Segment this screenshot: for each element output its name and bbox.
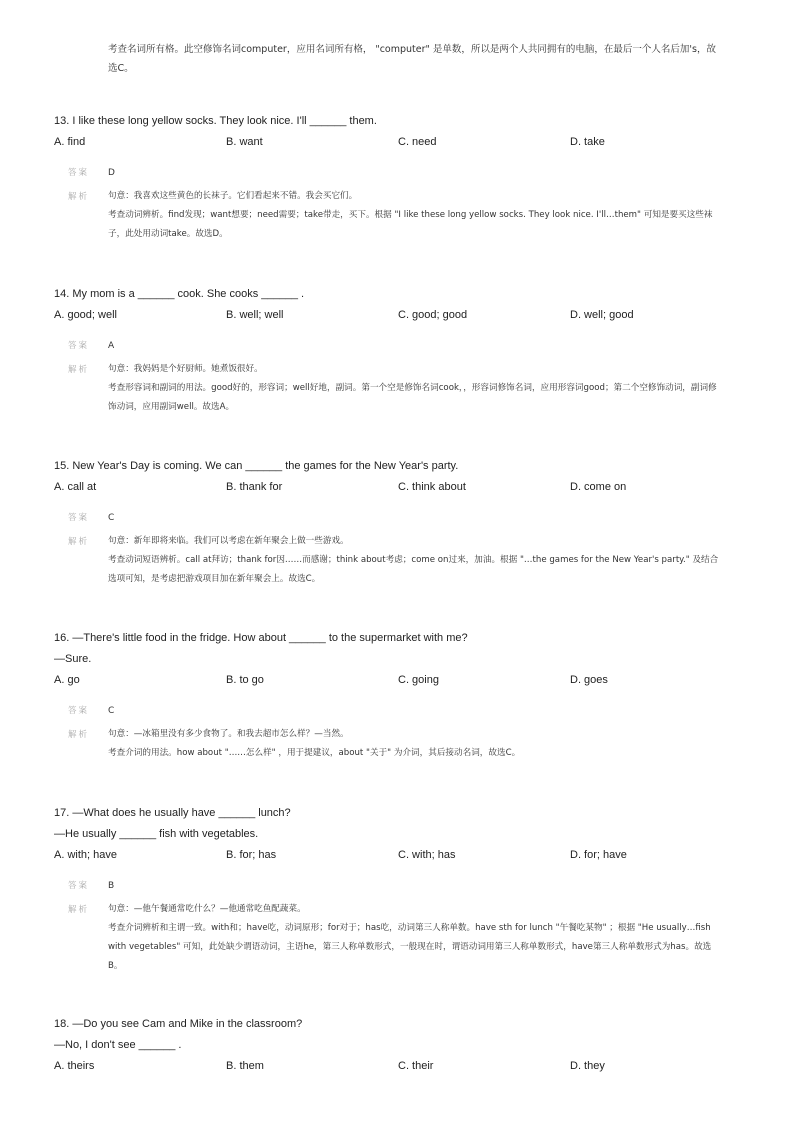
option-a: A. call at xyxy=(54,481,97,493)
answer-label: 答案 xyxy=(68,513,90,523)
question-stem: 17. —What does he usually have ______ lunch? xyxy=(54,807,291,819)
answer-label: 答案 xyxy=(68,341,90,351)
explanation-line: 句意：我喜欢这些黄色的长袜子。它们看起来不错。我会买它们。 xyxy=(108,191,358,201)
explanation-label: 解析 xyxy=(68,192,90,202)
question-stem: 14. My mom is a ______ cook. She cooks ______ . xyxy=(54,288,305,300)
answer-row xyxy=(54,876,744,896)
question-14 xyxy=(54,284,744,417)
options xyxy=(54,132,744,153)
question-16 xyxy=(54,628,744,763)
option-d: D. for; have xyxy=(570,849,627,861)
explanation-row xyxy=(54,900,744,976)
explanation-text xyxy=(108,900,720,976)
question-stem-reply: —Sure. xyxy=(54,653,92,665)
explanation-text xyxy=(108,187,720,244)
explanation-line: 考查动词辨析。find发现；want想要；need需要；take带走，买下。根据 "I like these long yellow socks. They look nice. I'll…them" 可知是要买这些袜子，此处用动词take。故选D。 xyxy=(108,210,713,239)
options xyxy=(54,1056,744,1077)
answer-row xyxy=(54,701,744,721)
options xyxy=(54,845,744,866)
explanation-line: 考查介词辨析和主谓一致。with和；have吃，动词原形；for对于；has吃，动词第三人称单数。have sth for lunch "午餐吃某物" ；根据 "He usually…fish with vegetables" 可知，此处缺少谓语动词，主语he，第三人称单数形式，一般现在时，谓语动词用第三人称单数形式，have第三人称单数形式为has。故选B。 xyxy=(108,923,712,971)
option-a: A. find xyxy=(54,136,86,148)
explanation-row xyxy=(54,725,744,763)
explanation-line: 考查介词的用法。how about "……怎么样" ，用于提建议，about "关于" 为介词，其后接动名词，故选C。 xyxy=(108,748,521,758)
question-15 xyxy=(54,456,744,589)
question-18 xyxy=(54,1014,744,1077)
answer-label: 答案 xyxy=(68,881,90,891)
option-b: B. well; well xyxy=(226,309,284,321)
answer-row xyxy=(54,508,744,528)
option-c: C. their xyxy=(398,1060,434,1072)
question-stem: 13. I like these long yellow socks. They look nice. I'll ______ them. xyxy=(54,115,377,127)
option-b: B. them xyxy=(226,1060,264,1072)
option-c: C. need xyxy=(398,136,437,148)
question-stem: 16. —There's little food in the fridge. How about ______ to the supermarket with me? xyxy=(54,632,468,644)
options xyxy=(54,305,744,326)
explanation-text xyxy=(108,360,720,417)
option-c: C. with; has xyxy=(398,849,456,861)
option-b: B. want xyxy=(226,136,263,148)
answer-label: 答案 xyxy=(68,706,90,716)
answer-value: C xyxy=(108,706,115,716)
explanation-label: 解析 xyxy=(68,905,90,915)
option-d: D. they xyxy=(570,1060,605,1072)
option-a: A. theirs xyxy=(54,1060,95,1072)
answer-row xyxy=(54,163,744,183)
explanation-line: 考查动词短语辨析。call at拜访；thank for因……而感谢；think about考虑；come on过来，加油。根据 "…the games for the New Year's party." 及结合选项可知，是考虑把游戏项目加在新年聚会上。故选C。 xyxy=(108,555,719,584)
answer-value: C xyxy=(108,513,115,523)
option-d: D. well; good xyxy=(570,309,634,321)
answer-value: B xyxy=(108,881,115,891)
question-17 xyxy=(54,803,744,976)
question-13 xyxy=(54,111,744,244)
explanation-line: 句意：—冰箱里没有多少食物了。和我去超市怎么样？—当然。 xyxy=(108,729,349,739)
option-b: B. to go xyxy=(226,674,264,686)
option-d: D. come on xyxy=(570,481,627,493)
explanation-line: 句意：新年即将来临。我们可以考虑在新年聚会上做一些游戏。 xyxy=(108,536,349,546)
explanation-line: 句意：我妈妈是个好厨师。她煮饭很好。 xyxy=(108,364,263,374)
option-b: B. for; has xyxy=(226,849,277,861)
answer-value: D xyxy=(108,168,115,178)
option-a: A. with; have xyxy=(54,849,117,861)
explanation-row xyxy=(54,360,744,417)
option-a: A. good; well xyxy=(54,309,117,321)
question-stem-reply: —He usually ______ fish with vegetables. xyxy=(54,828,259,840)
previous-explanation-tail: 考查名词所有格。此空修饰名词computer，应用名词所有格， "computer" 是单数，所以是两个人共同拥有的电脑，在最后一个人名后加's，故选C。 xyxy=(108,44,716,74)
option-a: A. go xyxy=(54,674,80,686)
question-stem: 15. New Year's Day is coming. We can ______ the games for the New Year's party. xyxy=(54,460,459,472)
option-b: B. thank for xyxy=(226,481,283,493)
explanation-text xyxy=(108,725,720,763)
explanation-text xyxy=(108,532,720,589)
explanation-label: 解析 xyxy=(68,365,90,375)
option-c: C. going xyxy=(398,674,439,686)
option-c: C. good; good xyxy=(398,309,468,321)
options xyxy=(54,477,744,498)
options xyxy=(54,670,744,691)
explanation-row xyxy=(54,187,744,244)
question-stem-reply: —No, I don't see ______ . xyxy=(54,1039,182,1051)
explanation-line: 句意：—他午餐通常吃什么？—他通常吃鱼配蔬菜。 xyxy=(108,904,306,914)
option-c: C. think about xyxy=(398,481,466,493)
answer-row xyxy=(54,336,744,356)
explanation-label: 解析 xyxy=(68,730,90,740)
explanation-row xyxy=(54,532,744,589)
answer-value: A xyxy=(108,341,115,351)
option-d: D. goes xyxy=(570,674,608,686)
option-d: D. take xyxy=(570,136,605,148)
explanation-label: 解析 xyxy=(68,537,90,547)
answer-label: 答案 xyxy=(68,168,90,178)
question-stem: 18. —Do you see Cam and Mike in the classroom? xyxy=(54,1018,303,1030)
explanation-line: 考查形容词和副词的用法。good好的，形容词；well好地，副词。第一个空是修饰名词cook，，形容词修饰名词，应用形容词good；第二个空修饰动词，副词修饰动词，应用副词well。故选A。 xyxy=(108,383,717,412)
